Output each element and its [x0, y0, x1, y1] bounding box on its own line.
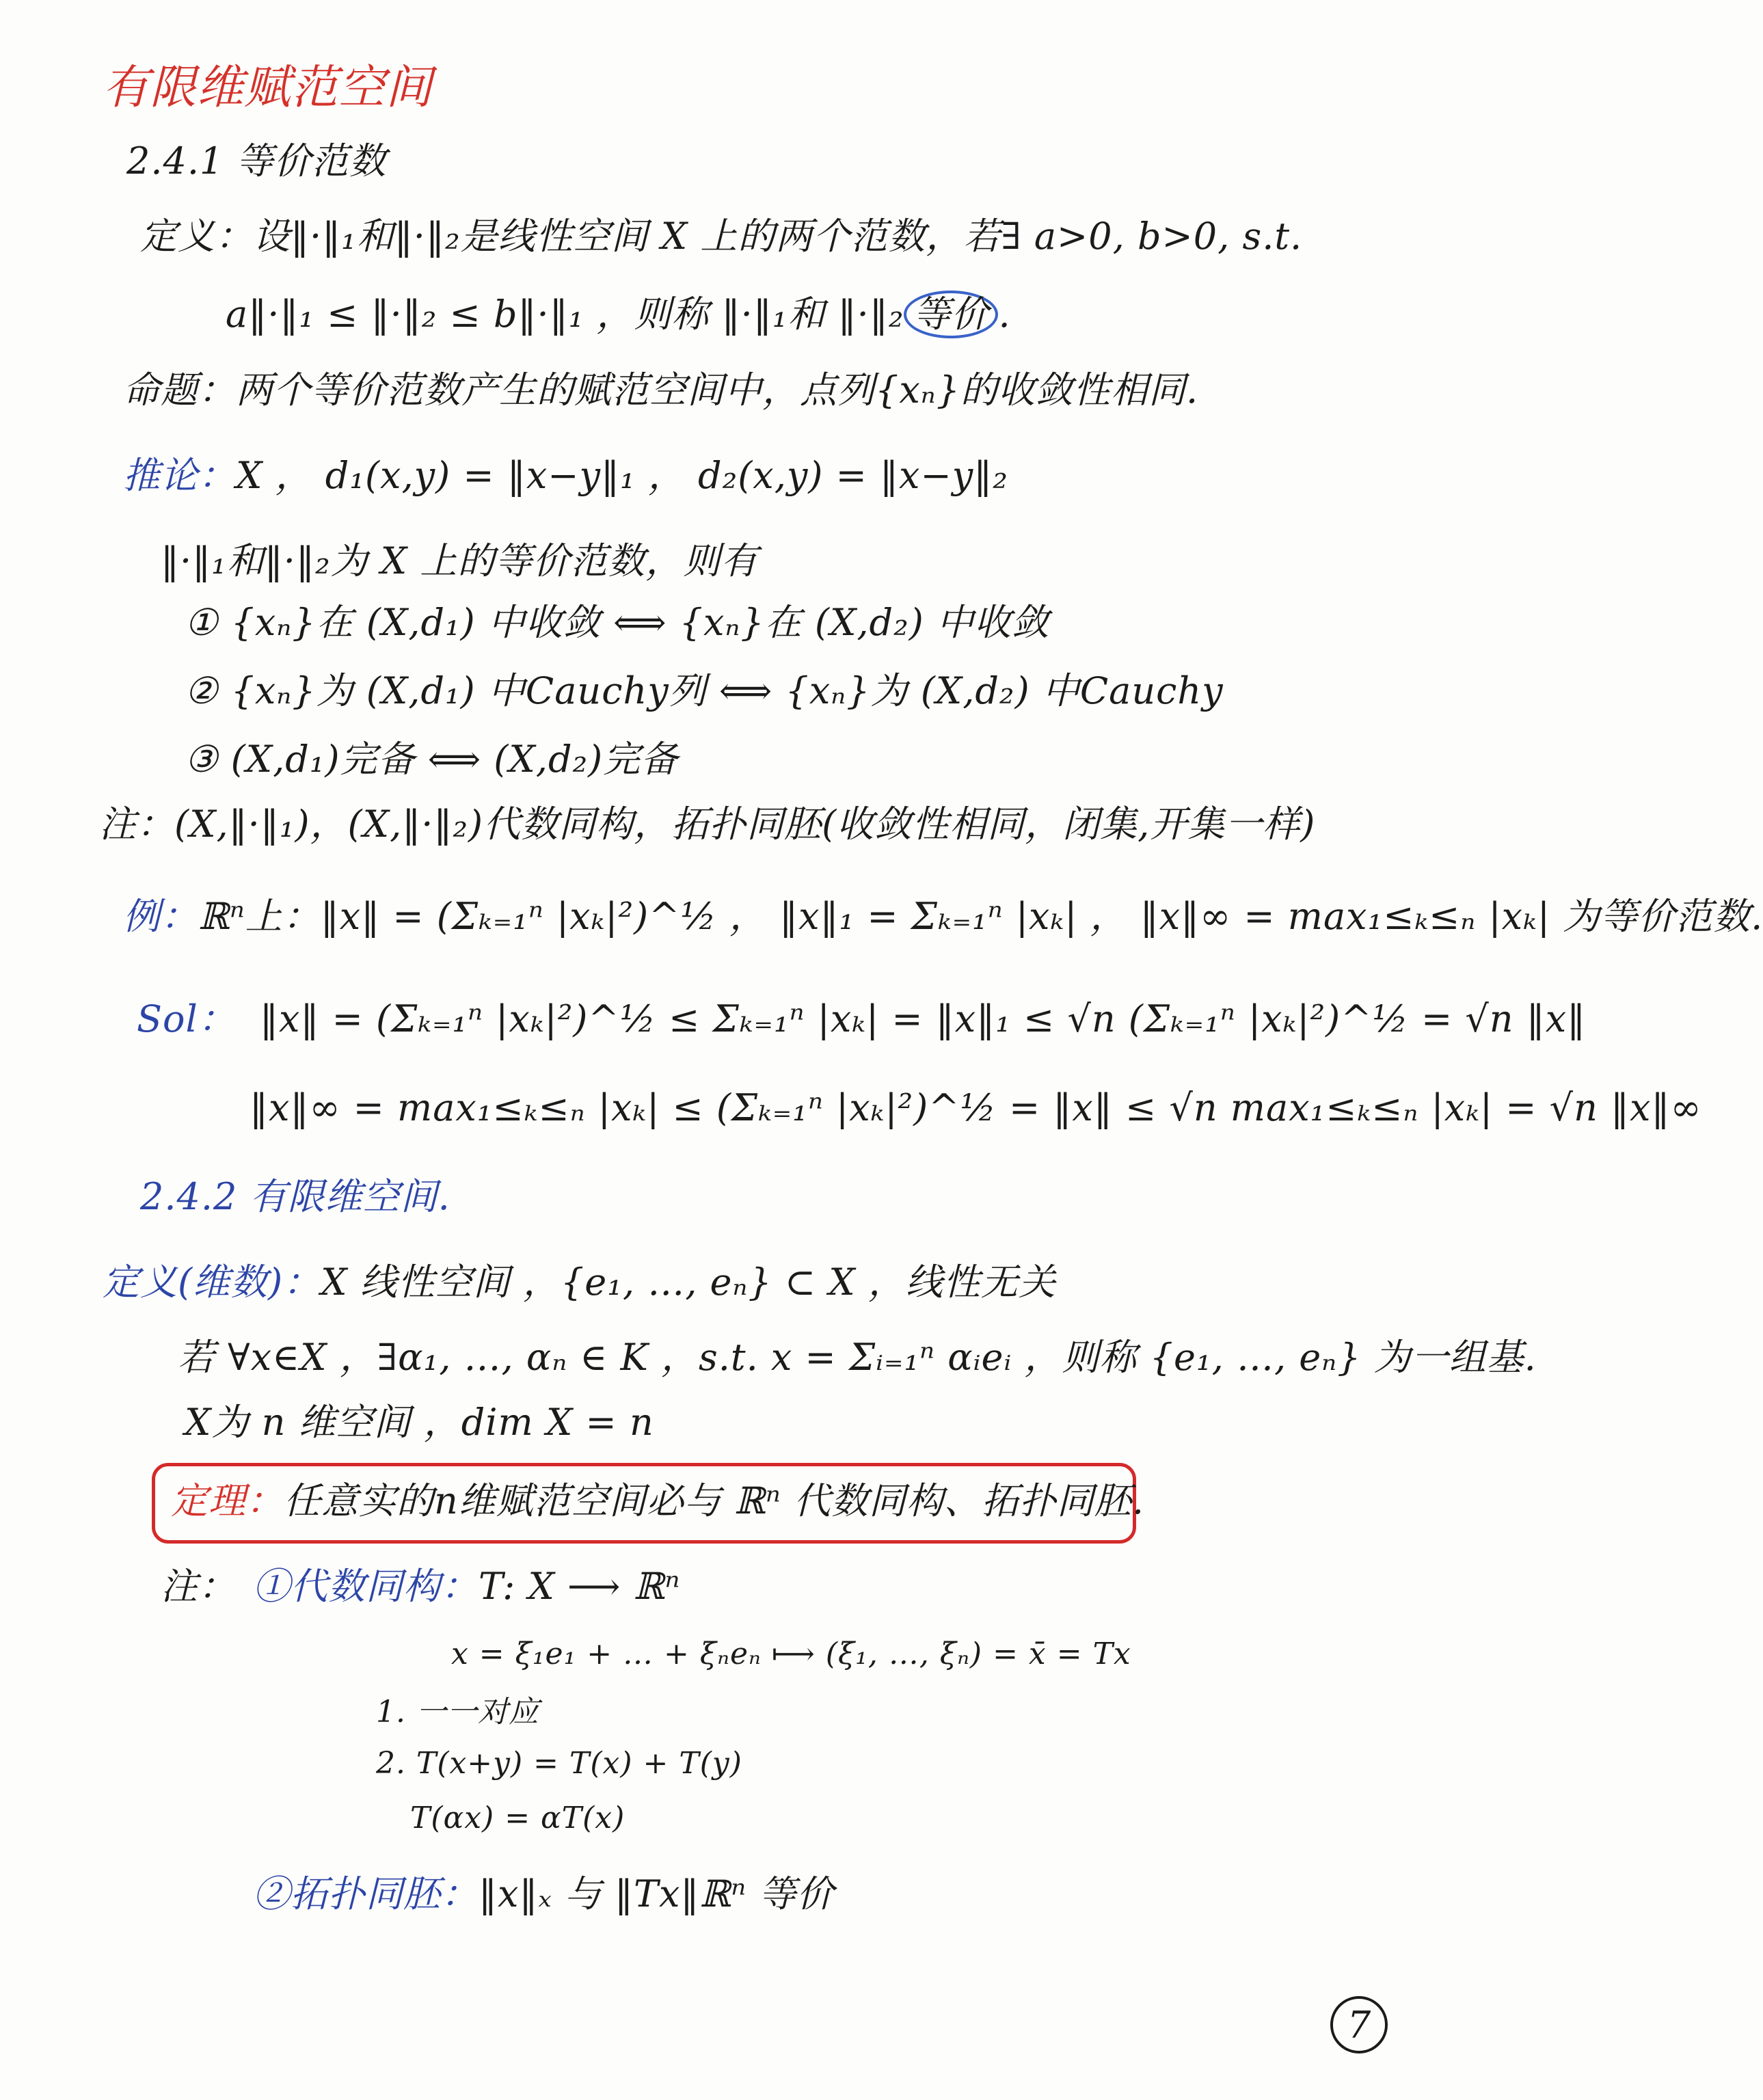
dimension-definition-line-2: 若 ∀x∈X ，∃α₁, …, αₙ ∈ K ，s.t. x = Σᵢ₌₁ⁿ αᵢeᵢ ，则称 {e₁, …, eₙ} 为一组基. — [178, 1336, 1537, 1379]
topological-homeomorphism-label: ②拓扑同胚： — [253, 1872, 479, 1915]
dimension-definition-text: X 线性空间 ，{e₁, …, eₙ} ⊂ X ，线性无关 — [321, 1261, 1056, 1304]
corollary-label: 推论： — [123, 454, 236, 497]
definition-end: . — [998, 293, 1011, 336]
example-text: ℝⁿ上：‖x‖ = (Σₖ₌₁ⁿ |xₖ|²)^½ ， ‖x‖₁ = Σₖ₌₁ⁿ |xₖ| ， ‖x‖∞ = max₁≤ₖ≤ₙ |xₖ| 为等价范数. — [198, 895, 1763, 938]
solution-inequality-1: ‖x‖ = (Σₖ₌₁ⁿ |xₖ|²)^½ ≤ Σₖ₌₁ⁿ |xₖ| = ‖x‖₁ ≤ √n (Σₖ₌₁ⁿ |xₖ|²)^½ = √n ‖x‖ — [260, 997, 1587, 1040]
dimension-definition-line-1 — [103, 1261, 1056, 1304]
theorem-text: 任意实的n维赋范空间必与 ℝⁿ 代数同构、拓扑同胚. — [284, 1479, 1145, 1522]
example — [123, 896, 1763, 938]
topological-homeomorphism — [253, 1873, 834, 1915]
definition-text: 设‖·‖₁和‖·‖₂是线性空间 X 上的两个范数，若∃ a>0, b>0, s.t. — [253, 215, 1303, 258]
corollary-item-3: ③ (X,d₁)完备 ⟺ (X,d₂)完备 — [185, 738, 679, 781]
map-rule: x = ξ₁e₁ + … + ξₙeₙ ⟼ (ξ₁, …, ξₙ) = x̄ = Tx — [451, 1637, 1131, 1671]
definition-inequality: a‖·‖₁ ≤ ‖·‖₂ ≤ b‖·‖₁ ，则称 ‖·‖₁和 ‖·‖₂ — [226, 293, 904, 336]
map-definition: T: X ⟶ ℝⁿ — [479, 1565, 681, 1608]
property-additivity: 2. T(x+y) = T(x) + T(y) — [376, 1746, 742, 1781]
property-bijection: 1. 一一对应 — [376, 1695, 539, 1729]
theorem — [171, 1480, 1144, 1522]
corollary-line-2: ‖·‖₁和‖·‖₂为 X 上的等价范数，则有 — [161, 539, 759, 582]
corollary-item-1: ① {xₙ}在 (X,d₁) 中收敛 ⟺ {xₙ}在 (X,d₂) 中收敛 — [185, 601, 1049, 644]
algebraic-isomorphism — [253, 1565, 680, 1608]
theorem-note-label: 注： — [161, 1565, 236, 1608]
definition-line-1 — [140, 215, 1302, 258]
corollary-metrics: X ， d₁(x,y) = ‖x−y‖₁ ， d₂(x,y) = ‖x−y‖₂ — [236, 454, 1008, 497]
page-number: 7 — [1330, 1996, 1388, 2054]
proposition — [123, 369, 1198, 412]
proposition-label: 命题： — [123, 368, 236, 412]
proposition-text: 两个等价范数产生的赋范空间中，点列{xₙ}的收敛性相同. — [236, 368, 1199, 412]
solution-line-1 — [137, 998, 236, 1040]
property-homogeneity: T(αx) = αT(x) — [410, 1801, 625, 1835]
example-label: 例： — [123, 895, 198, 938]
section-heading-2-4-1: 2.4.1 等价范数 — [126, 139, 387, 183]
section-heading-2-4-2: 2.4.2 有限维空间. — [140, 1175, 450, 1218]
definition-label: 定义： — [140, 215, 253, 258]
theorem-label: 定理： — [171, 1479, 284, 1522]
corollary-line-1 — [123, 455, 1008, 497]
dimension-definition-line-3: X为 n 维空间 ，dim X = n — [185, 1401, 654, 1444]
solution-label: Sol： — [137, 997, 236, 1040]
definition-line-2 — [226, 291, 1011, 338]
norm-equivalence: ‖x‖ₓ 与 ‖Tx‖ℝⁿ 等价 — [479, 1872, 835, 1915]
circled-term-equivalent: 等价 — [904, 291, 998, 338]
corollary-item-2: ② {xₙ}为 (X,d₁) 中Cauchy列 ⟺ {xₙ}为 (X,d₂) 中Cauchy — [185, 669, 1224, 712]
note-isomorphism: 注：(X,‖·‖₁)，(X,‖·‖₂)代数同构，拓扑同胚(收敛性相同，闭集,开集一样) — [99, 803, 1316, 846]
algebraic-isomorphism-label: ①代数同构： — [253, 1565, 479, 1608]
page-title: 有限维赋范空间 — [103, 61, 433, 115]
dimension-definition-label: 定义(维数)： — [103, 1261, 321, 1304]
solution-inequality-2: ‖x‖∞ = max₁≤ₖ≤ₙ |xₖ| ≤ (Σₖ₌₁ⁿ |xₖ|²)^½ = ‖x‖ ≤ √n max₁≤ₖ≤ₙ |xₖ| = √n ‖x‖∞ — [250, 1086, 1702, 1129]
